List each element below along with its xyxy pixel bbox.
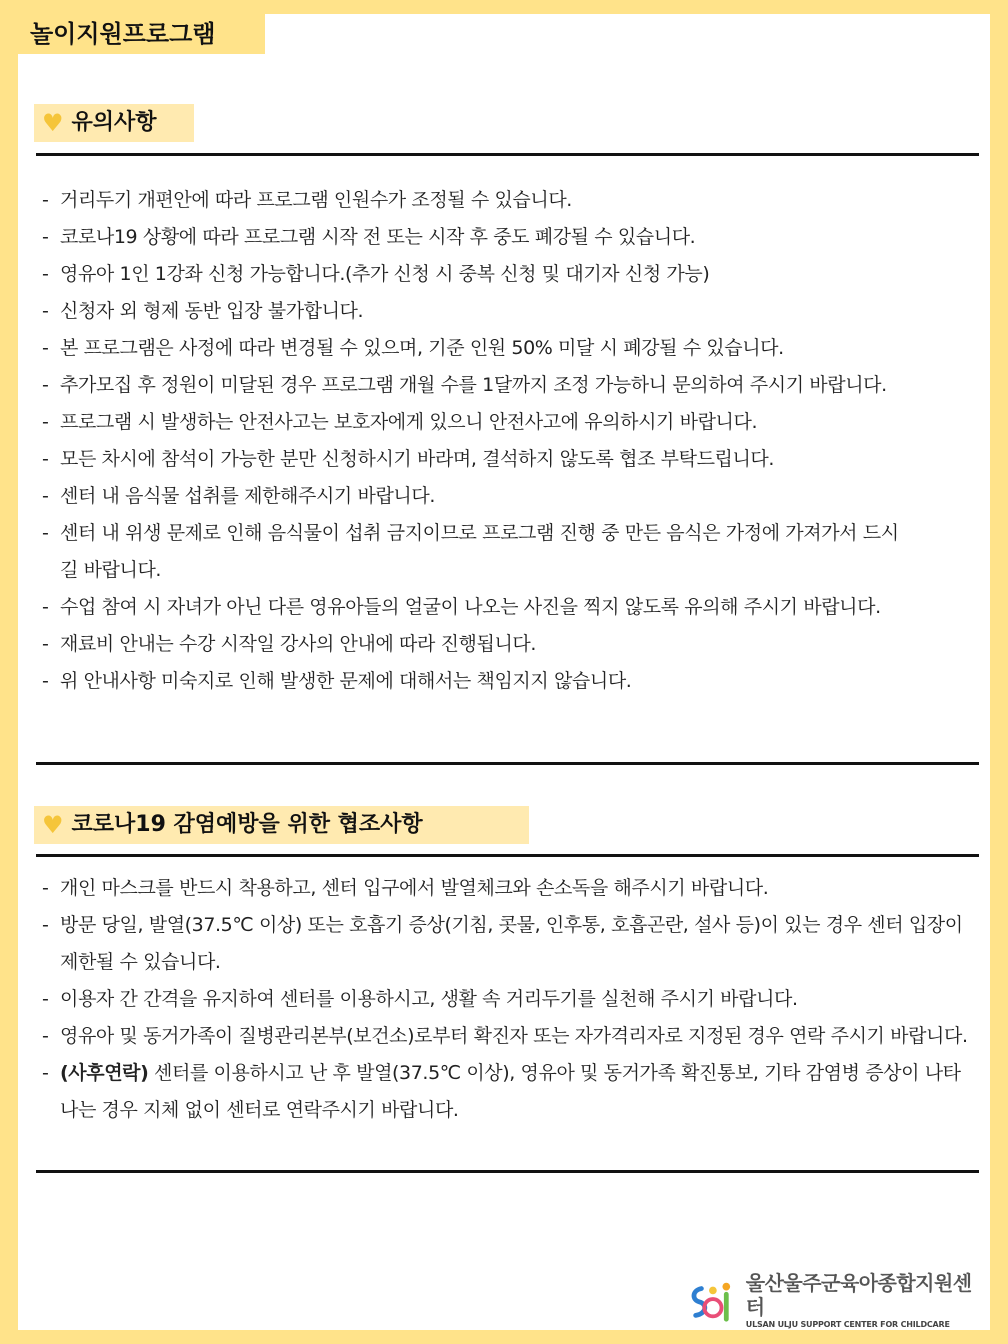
list-item: - 영유아 및 동거가족이 질병관리본부(보건소)로부터 확진자 또는 자가격리자로 지정된 경우 연락 주시기 바랍니다. [40, 1018, 970, 1055]
follow-up-text: 센터를 이용하시고 난 후 발열(37.5℃ 이상), 영유아 및 동거가족 확진통보, 기타 감염병 증상이 나타나는 경우 지체 없이 센터로 연락주시기 바랍니다. [60, 1062, 961, 1121]
logo-korean: 울산울주군육아종합지원센터 [745, 1271, 972, 1319]
list-item [40, 1055, 970, 1129]
divider [36, 1170, 979, 1173]
section-notice-heading [34, 104, 194, 142]
notice-list [40, 182, 970, 700]
list-item: - 재료비 안내는 수강 시작일 강사의 안내에 따라 진행됩니다. [40, 626, 970, 663]
list-item: - 위 안내사항 미숙지로 인해 발생한 문제에 대해서는 책임지지 않습니다. [40, 663, 970, 700]
page-title: 놀이지원프로그램 [18, 14, 265, 54]
heart-icon: ♥ [42, 109, 64, 137]
section-covid-heading [34, 806, 529, 844]
list-item: - 신청자 외 형제 동반 입장 불가합니다. [40, 293, 970, 330]
covid-list [40, 870, 970, 1129]
list-item: - 수업 참여 시 자녀가 아닌 다른 영유아들의 얼굴이 나오는 사진을 찍지 않도록 유의해 주시기 바랍니다. [40, 589, 970, 626]
divider [36, 854, 979, 857]
list-item: - 모든 차시에 참석이 가능한 분만 신청하시기 바라며, 결석하지 않도록 협조 부탁드립니다. [40, 441, 970, 478]
logo-english: ULSAN ULJU SUPPORT CENTER FOR CHILDCARE [745, 1320, 950, 1329]
list-item: - 코로나19 상황에 따라 프로그램 시작 전 또는 시작 후 중도 폐강될 수 있습니다. [40, 219, 970, 256]
list-item: - 방문 당일, 발열(37.5℃ 이상) 또는 호흡기 증상(기침, 콧물, 인후통, 호흡곤란, 설사 등)이 있는 경우 센터 입장이 제한될 수 있습니다. [40, 907, 970, 981]
divider [36, 762, 979, 765]
section-notice-title: 유의사항 [71, 110, 157, 135]
list-item: - 거리두기 개편안에 따라 프로그램 인원수가 조정될 수 있습니다. [40, 182, 970, 219]
heart-icon: ♥ [42, 811, 64, 839]
list-item: - 프로그램 시 발생하는 안전사고는 보호자에게 있으니 안전사고에 유의하시기 바랍니다. [40, 404, 970, 441]
list-item: - 센터 내 음식물 섭취를 제한해주시기 바랍니다. [40, 478, 970, 515]
list-item: - 본 프로그램은 사정에 따라 변경될 수 있으며, 기준 인원 50% 미달 시 폐강될 수 있습니다. [40, 330, 970, 367]
list-item: - 개인 마스크를 반드시 착용하고, 센터 입구에서 발열체크와 손소독을 해주시기 바랍니다. [40, 870, 970, 907]
list-item: - 이용자 간 간격을 유지하여 센터를 이용하시고, 생활 속 거리두기를 실천해 주시기 바랍니다. [40, 981, 970, 1018]
list-item: - 추가모집 후 정원이 미달된 경우 프로그램 개월 수를 1달까지 조정 가능하니 문의하여 주시기 바랍니다. [40, 367, 970, 404]
section-covid-title: 코로나19 감염예방을 위한 협조사항 [71, 812, 423, 837]
logo-mark-icon [688, 1278, 738, 1324]
follow-up-label: (사후연락) [60, 1062, 149, 1084]
divider [36, 153, 979, 156]
center-logo [688, 1271, 980, 1329]
list-item: - 영유아 1인 1강좌 신청 가능합니다.(추가 신청 시 중복 신청 및 대기자 신청 가능) [40, 256, 970, 293]
list-item: - 센터 내 위생 문제로 인해 음식물이 섭취 금지이므로 프로그램 진행 중 만든 음식은 가정에 가져가서 드시길 바랍니다. [40, 515, 970, 589]
